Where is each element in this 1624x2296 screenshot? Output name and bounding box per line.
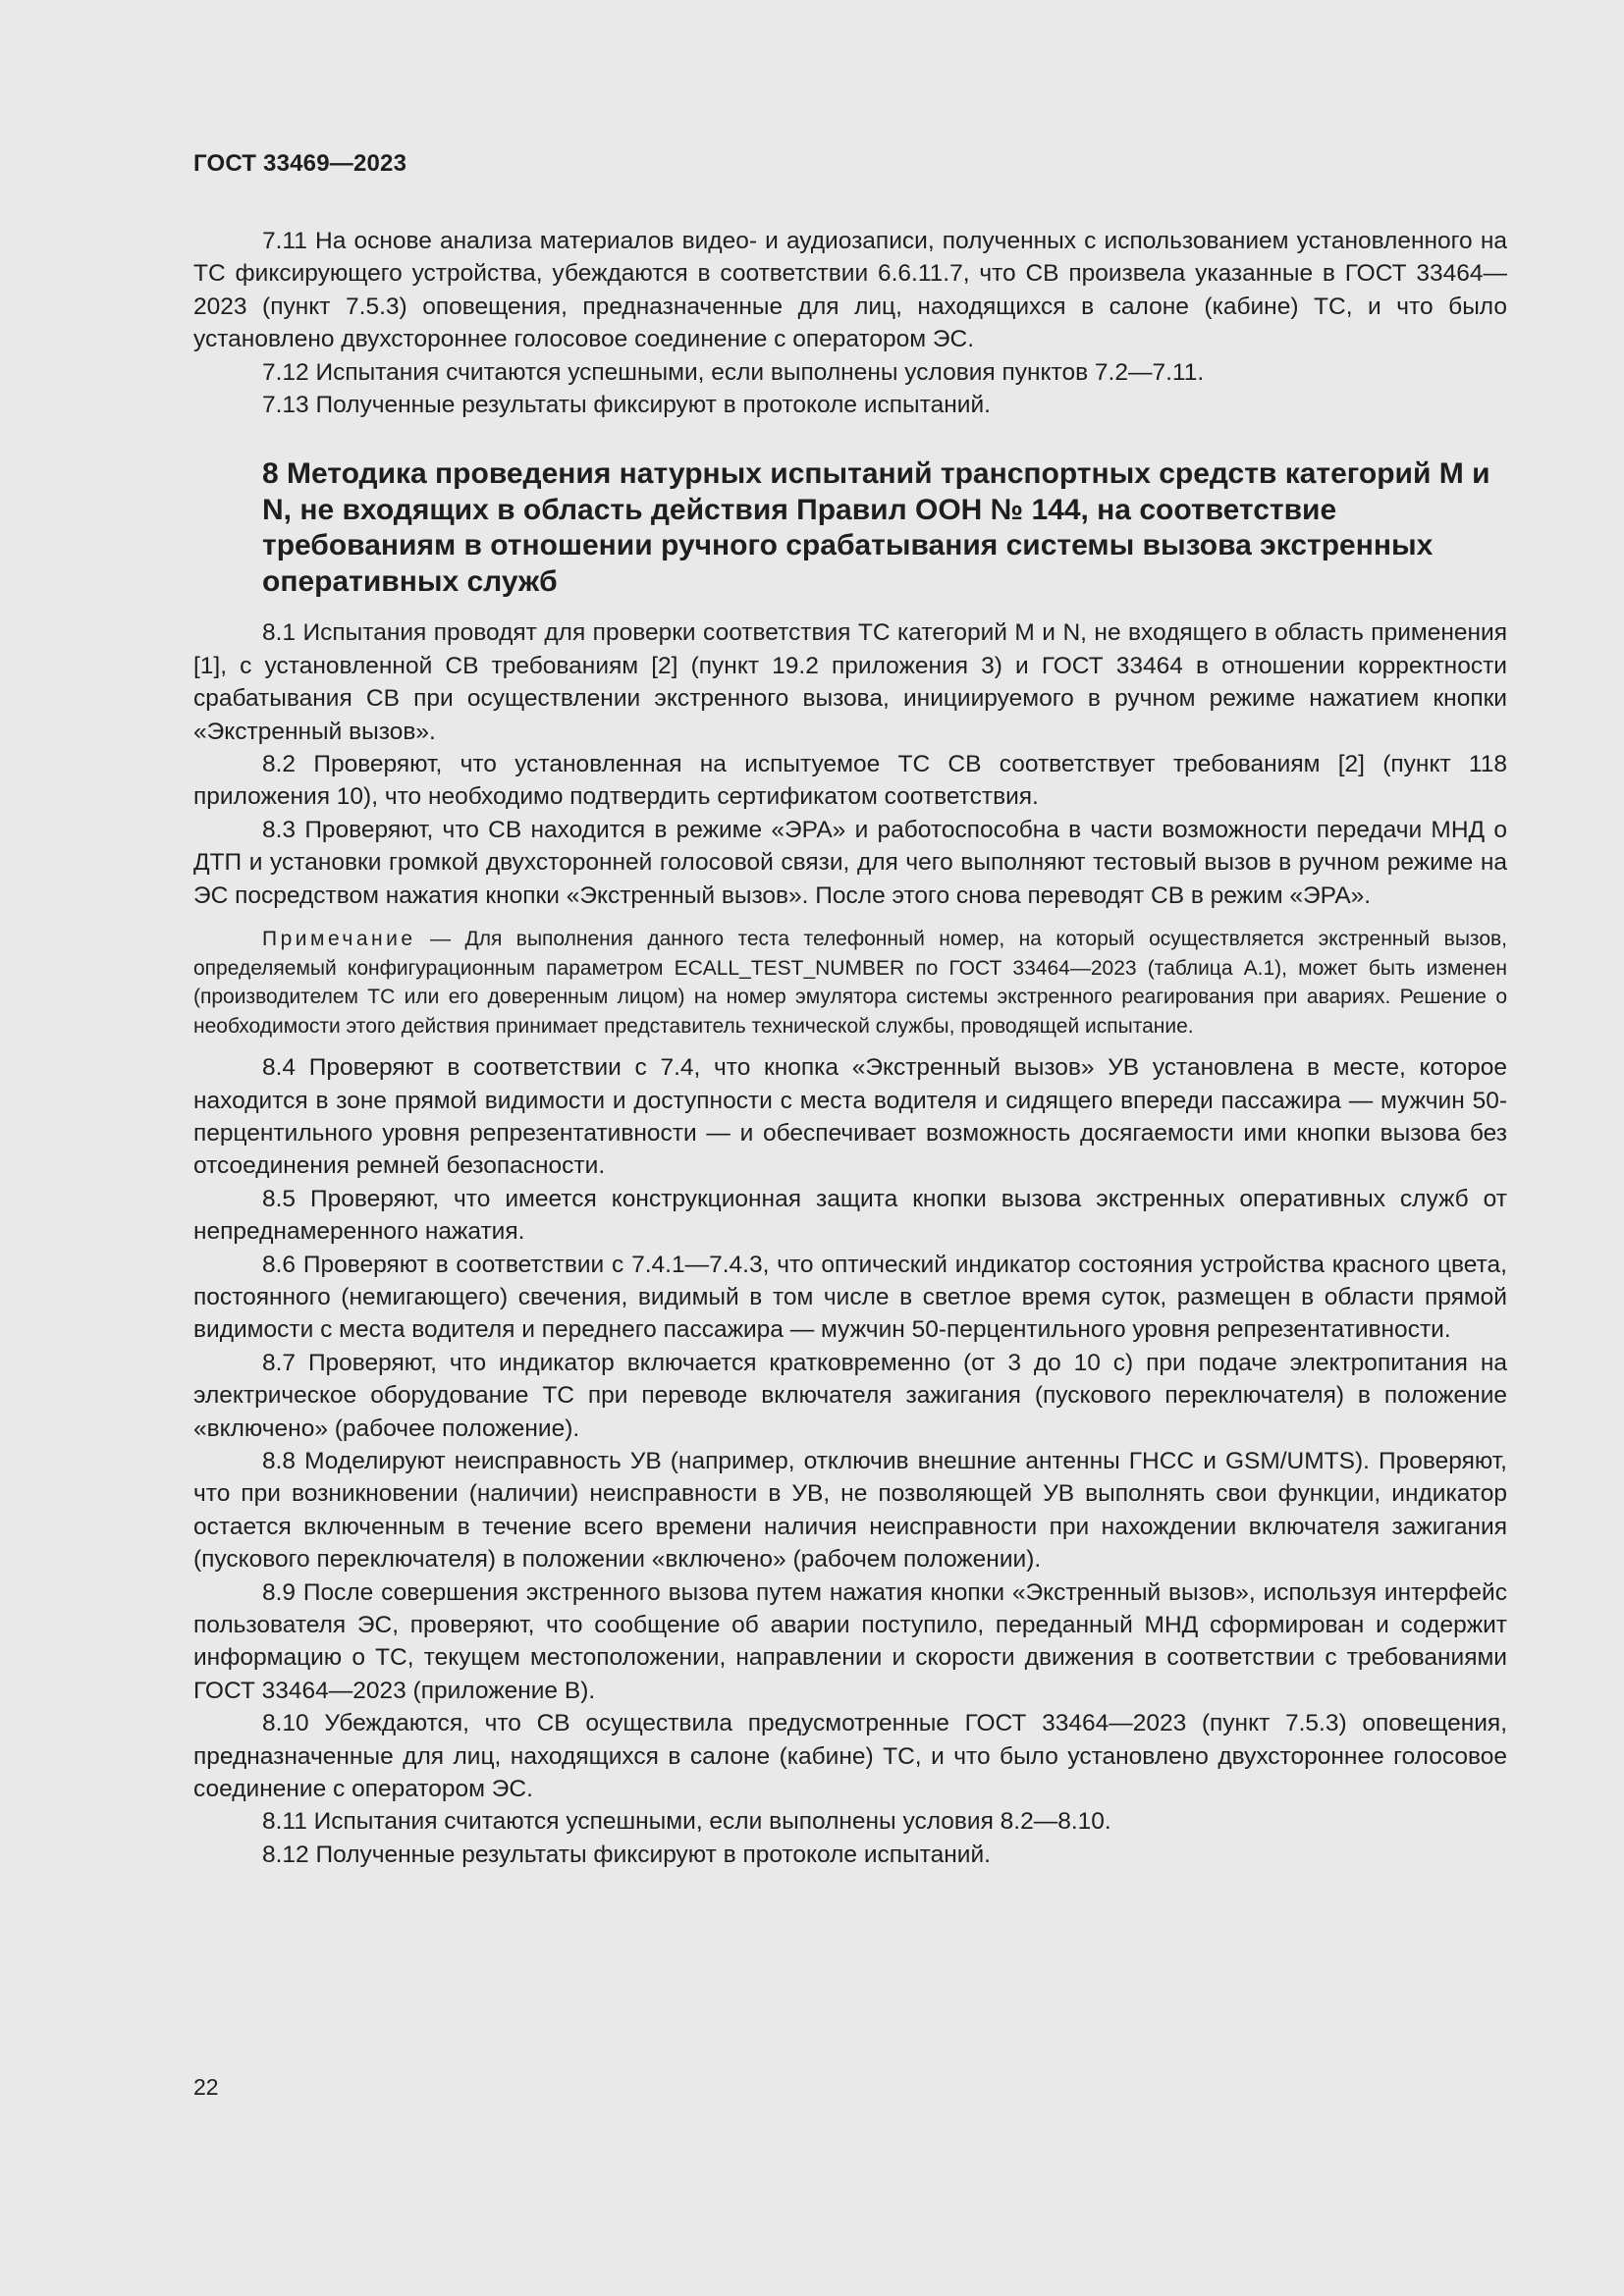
paragraph-8-6: 8.6 Проверяют в соответствии с 7.4.1—7.4.3, что оптический индикатор состояния устройства красного цвета, постоянного (немигающего) свечения, видимый в том числе в светлое время суток, размещен в области прямой видимости с места водителя и переднего пассажира — мужчин 50-перцентильного уровня репрезентативности. bbox=[193, 1251, 1507, 1344]
paragraph-8-3: 8.3 Проверяют, что СВ находится в режиме «ЭРА» и работоспособна в части возможности передачи МНД о ДТП и установки громкой двухсторонней голосовой связи, для чего выполняют тестовый вызов в ручном режиме на ЭС посредством нажатия кнопки «Экстренный вызов». После этого снова переводят СВ в режим «ЭРА». bbox=[193, 816, 1507, 909]
paragraph-8-1: 8.1 Испытания проводят для проверки соответствия ТС категорий M и N, не входящего в область применения [1], с установленной СВ требованиям [2] (пункт 19.2 приложения 3) и ГОСТ 33464 в отношении корректности срабатывания СВ при осуществлении экстренного вызова, инициируемого в ручном режиме нажатием кнопки «Экстренный вызов». bbox=[193, 619, 1507, 745]
note-text: — Для выполнения данного теста телефонный номер, на который осуществляется экстренный вызов, определяемый конфигурационным параметром ECALL_TEST_NUMBER по ГОСТ 33464—2023 (таблица А.1), может быть изменен (производителем ТС или его доверенным лицом) на номер эмулятора системы экстренного реагирования при авариях. Решение о необходимости этого действия принимает представитель технической службы, проводящей испытание. bbox=[193, 928, 1507, 1038]
paragraph-8-10: 8.10 Убеждаются, что СВ осуществила предусмотренные ГОСТ 33464—2023 (пункт 7.5.3) оповещения, предназначенные для лиц, находящихся в салоне (кабине) ТС, и что было установлено двухстороннее голосовое соединение с оператором ЭС. bbox=[193, 1710, 1507, 1803]
paragraph-8-2: 8.2 Проверяют, что установленная на испытуемое ТС СВ соответствует требованиям [2] (пункт 118 приложения 10), что необходимо подтвердить сертификатом соответствия. bbox=[193, 751, 1507, 811]
document-header: ГОСТ 33469—2023 bbox=[193, 150, 407, 177]
paragraph-8-12: 8.12 Полученные результаты фиксируют в протоколе испытаний. bbox=[262, 1841, 991, 1868]
paragraph-7-11: 7.11 На основе анализа материалов видео- и аудиозаписи, полученных с использованием установленного на ТС фиксирующего устройства, убеждаются в соответствии 6.6.11.7, что СВ произвела указанные в ГОСТ 33464—2023 (пункт 7.5.3) оповещения, предназначенные для лиц, находящихся в салоне (кабине) ТС, и что было установлено двухстороннее голосовое соединение с оператором ЭС. bbox=[193, 228, 1507, 353]
note-label: Примечание bbox=[262, 928, 416, 951]
paragraph-7-13: 7.13 Полученные результаты фиксируют в протоколе испытаний. bbox=[262, 392, 991, 419]
section-8-heading: 8 Методика проведения натурных испытаний транспортных средств категорий M и N, не входящих в область действия Правил ООН № 144, на соответствие требованиям в отношении ручного срабатывания системы вызова экстренных оперативных служб bbox=[262, 457, 1490, 598]
paragraph-8-9: 8.9 После совершения экстренного вызова путем нажатия кнопки «Экстренный вызов», используя интерфейс пользователя ЭС, проверяют, что сообщение об аварии поступило, переданный МНД сформирован и содержит информацию о ТС, текущем местоположении, направлении и скорости движения в соответствии с требованиями ГОСТ 33464—2023 (приложение В). bbox=[193, 1578, 1507, 1704]
paragraph-8-5: 8.5 Проверяют, что имеется конструкционная защита кнопки вызова экстренных оперативных служб от непреднамеренного нажатия. bbox=[193, 1185, 1507, 1246]
paragraph-7-12: 7.12 Испытания считаются успешными, если выполнены условия пунктов 7.2—7.11. bbox=[262, 358, 1205, 386]
page-number: 22 bbox=[193, 2074, 219, 2100]
paragraph-8-8: 8.8 Моделируют неисправность УВ (например, отключив внешние антенны ГНСС и GSM/UMTS). Проверяют, что при возникновении (наличии) неисправности в УВ, не позволяющей УВ выполнять свои функции, индикатор остается включенным в течение всего времени наличия неисправности при нахождении включателя зажигания (пускового переключателя) в положении «включено» (рабочем положении). bbox=[193, 1447, 1507, 1574]
paragraph-8-4: 8.4 Проверяют в соответствии с 7.4, что кнопка «Экстренный вызов» УВ установлена в месте, которое находится в зоне прямой видимости и доступности с места водителя и сидящего впереди пассажира — мужчин 50-перцентильного уровня репрезентативности — и обеспечивает возможность досягаемости ими кнопки вызова без отсоединения ремней безопасности. bbox=[193, 1054, 1507, 1180]
note bbox=[193, 925, 1507, 1041]
paragraph-8-11: 8.11 Испытания считаются успешными, если выполнены условия 8.2—8.10. bbox=[262, 1808, 1111, 1836]
paragraph-8-7: 8.7 Проверяют, что индикатор включается кратковременно (от 3 до 10 с) при подаче электропитания на электрическое оборудование ТС при переводе включателя зажигания (пускового переключателя) в положение «включено» (рабочее положение). bbox=[193, 1349, 1507, 1442]
page-content bbox=[193, 225, 1507, 1871]
